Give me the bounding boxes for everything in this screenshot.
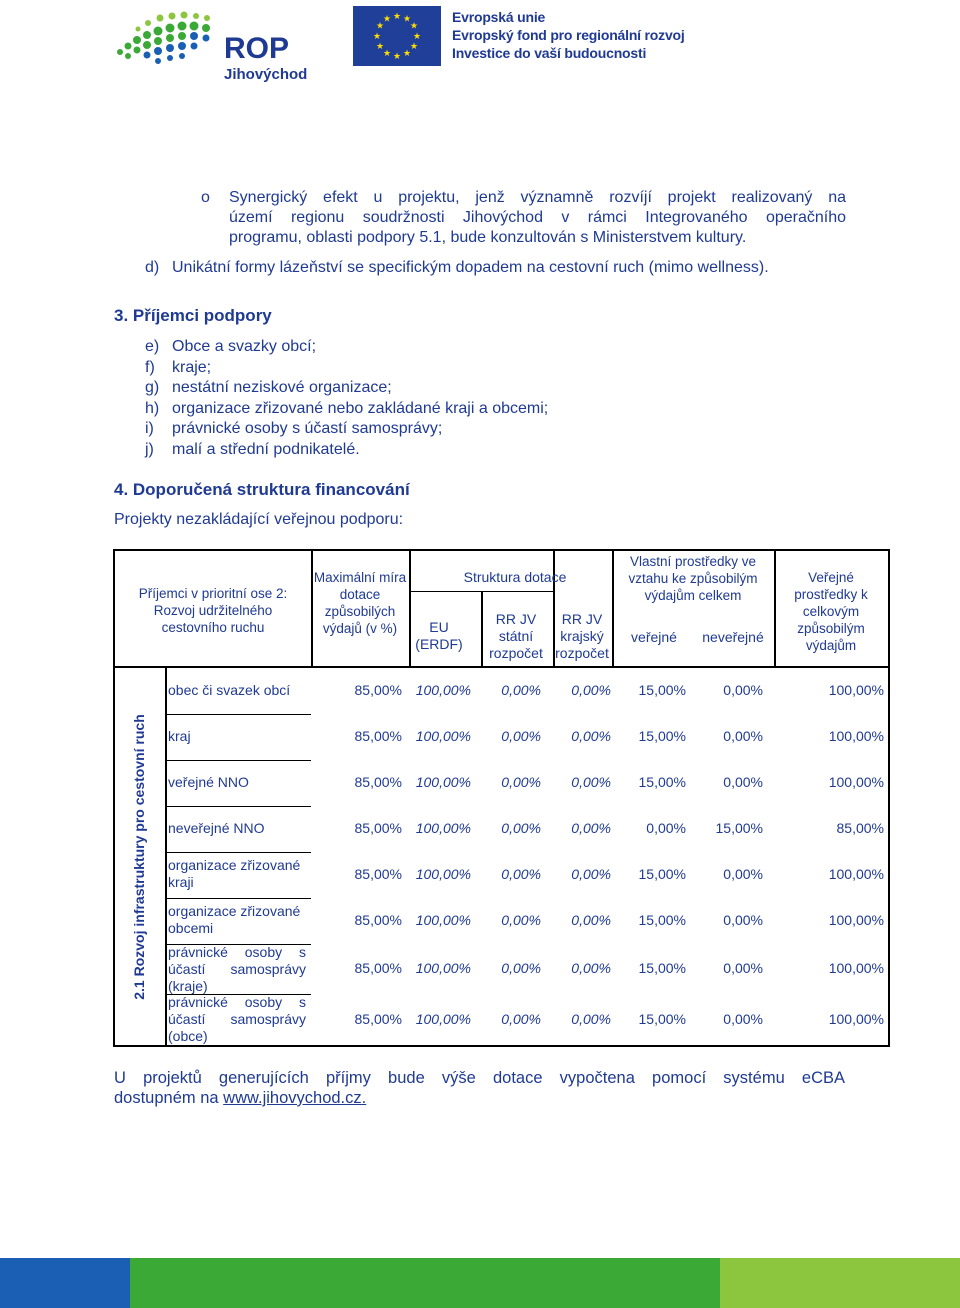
rop-title: ROP xyxy=(224,32,290,65)
th-rr-region: RR JV krajský rozpočet xyxy=(555,611,609,661)
side-label-text: 2.1 Rozvoj infrastruktury pro cestovní ruch xyxy=(131,713,147,1000)
cell-region: 0,00% xyxy=(571,728,611,744)
eu-line-2: Evropský fond pro regionální rozvoj xyxy=(452,27,685,43)
row-label: kraj xyxy=(168,728,191,744)
cell-max: 85,00% xyxy=(354,774,402,790)
eu-line-1: Evropská unie xyxy=(452,9,546,25)
cell-total: 100,00% xyxy=(828,728,884,744)
cell-eu: 100,00% xyxy=(415,774,471,790)
cell-region: 0,00% xyxy=(571,866,611,882)
cell-public: 15,00% xyxy=(638,912,686,928)
cell-eu: 100,00% xyxy=(415,1010,471,1027)
th-own: Vlastní prostředky ve vztahu ke způsobilým výdajům celkem xyxy=(628,554,758,603)
cell-max: 85,00% xyxy=(354,960,402,976)
eu-line-3: Investice do vaší budoucnosti xyxy=(452,45,647,61)
row-label: neveřejné NNO xyxy=(168,820,265,836)
cell-private: 0,00% xyxy=(723,728,763,744)
footer-line-2 xyxy=(114,1088,366,1108)
th-rr-state: RR JV státní rozpočet xyxy=(489,611,543,661)
bar-blue xyxy=(0,1258,130,1308)
cell-eu: 100,00% xyxy=(415,728,471,744)
cell-eu: 100,00% xyxy=(415,682,471,698)
svg-text:★: ★ xyxy=(402,14,412,25)
cell-total: 100,00% xyxy=(828,682,884,698)
row-label: organizace zřizované obcemi xyxy=(168,903,301,936)
cell-public: 15,00% xyxy=(638,774,686,790)
row-label: obec či svazek obcí xyxy=(168,682,291,698)
th-private: neveřejné xyxy=(702,629,764,645)
cell-public: 15,00% xyxy=(638,728,686,744)
svg-text:★: ★ xyxy=(402,49,412,59)
row-label: veřejné NNO xyxy=(168,774,249,790)
cell-max: 85,00% xyxy=(354,912,402,928)
recipient-item: organizace zřizované nebo zakládané kraji a obcemi; xyxy=(172,399,549,417)
financing-table xyxy=(113,549,890,1047)
bar-green xyxy=(130,1258,720,1308)
svg-text:★: ★ xyxy=(409,21,419,32)
rop-logo xyxy=(108,4,318,84)
cell-state: 0,00% xyxy=(501,912,541,928)
jihovychod-link[interactable]: www.jihovychod.cz. xyxy=(223,1089,367,1107)
svg-text:★: ★ xyxy=(372,32,382,42)
eu-flag-icon xyxy=(353,6,441,66)
bullet-line-2: území regionu soudržnosti Jihovýchod v rámci Integrovaného operačního xyxy=(229,209,846,226)
svg-text:★: ★ xyxy=(382,14,392,25)
recipient-marker: h) xyxy=(145,399,160,417)
cell-eu: 100,00% xyxy=(415,960,471,976)
cell-eu: 100,00% xyxy=(415,820,471,836)
section-4-subtitle: Projekty nezakládající veřejnou podporu: xyxy=(114,511,404,528)
th-recipients: Příjemci v prioritní ose 2: Rozvoj udržitelného cestovního ruchu xyxy=(138,586,288,635)
row-label: organizace zřizované kraji xyxy=(168,857,301,890)
recipient-item: právnické osoby s účastí samosprávy; xyxy=(172,420,443,437)
bullet-line-1: Synergický efekt u projektu, jenž významně rozvíjí projekt realizovaný na xyxy=(229,189,846,206)
cell-private: 0,00% xyxy=(723,866,763,882)
recipient-marker: g) xyxy=(145,379,160,396)
section-3-heading: 3. Příjemci podpory xyxy=(114,306,272,325)
cell-private: 0,00% xyxy=(723,912,763,928)
th-structure: Struktura dotace xyxy=(463,569,567,585)
cell-private: 0,00% xyxy=(723,960,763,976)
row-label: právnické osoby s účastí samosprávy (obce) xyxy=(168,994,306,1044)
cell-public: 15,00% xyxy=(638,682,686,698)
cell-max: 85,00% xyxy=(354,820,402,836)
side-label xyxy=(113,668,165,1045)
cell-state: 0,00% xyxy=(501,728,541,744)
cell-region: 0,00% xyxy=(571,960,611,976)
recipient-marker: i) xyxy=(145,420,154,437)
recipient-marker: f) xyxy=(145,358,155,376)
bullet-marker: o xyxy=(201,189,210,206)
cell-max: 85,00% xyxy=(354,682,402,698)
row-label: právnické osoby s účastí samosprávy (kraje) xyxy=(168,944,306,994)
cell-state: 0,00% xyxy=(501,774,541,790)
svg-text:★: ★ xyxy=(382,49,392,59)
cell-public: 15,00% xyxy=(638,1010,686,1027)
cell-state: 0,00% xyxy=(501,820,541,836)
cell-total: 85,00% xyxy=(836,820,884,836)
cell-total: 100,00% xyxy=(828,960,884,976)
cell-total: 100,00% xyxy=(828,912,884,928)
svg-text:★: ★ xyxy=(375,21,385,32)
bullet-line-3: programu, oblasti podpory 5.1, bude konzultován s Ministerstvem kultury. xyxy=(229,229,747,246)
svg-text:★: ★ xyxy=(412,32,422,42)
cell-eu: 100,00% xyxy=(415,912,471,928)
cell-region: 0,00% xyxy=(571,1010,611,1027)
recipient-item: nestátní neziskové organizace; xyxy=(172,379,392,396)
cell-private: 0,00% xyxy=(723,774,763,790)
footer-line-1: U projektů generujících příjmy bude výše dotace vypočtena pomocí systému eCBA xyxy=(114,1069,845,1087)
cell-max: 85,00% xyxy=(354,1010,402,1027)
th-max-rate: Maximální míra dotace způsobilých výdajů (v %) xyxy=(313,570,407,636)
th-public-total: Veřejné prostředky k celkovým způsobilým výdajům xyxy=(794,570,868,653)
cell-private: 0,00% xyxy=(723,1010,763,1027)
cell-total: 100,00% xyxy=(828,774,884,790)
cell-private: 0,00% xyxy=(723,682,763,698)
cell-public: 15,00% xyxy=(638,960,686,976)
cell-region: 0,00% xyxy=(571,820,611,836)
cell-private: 15,00% xyxy=(715,820,763,836)
cell-region: 0,00% xyxy=(571,682,611,698)
svg-text:★: ★ xyxy=(392,12,402,22)
th-eu: EU (ERDF) xyxy=(415,619,463,652)
cell-state: 0,00% xyxy=(501,682,541,698)
cell-state: 0,00% xyxy=(501,960,541,976)
recipient-marker: e) xyxy=(145,338,160,355)
recipient-item: Obce a svazky obcí; xyxy=(172,338,317,355)
svg-text:★: ★ xyxy=(392,52,402,62)
section-4-heading: 4. Doporučená struktura financování xyxy=(114,480,410,499)
rop-subtitle: Jihovýchod xyxy=(224,66,308,83)
cell-max: 85,00% xyxy=(354,866,402,882)
bar-lime xyxy=(720,1258,960,1308)
th-public: veřejné xyxy=(631,629,677,645)
cell-total: 100,00% xyxy=(828,866,884,882)
cell-state: 0,00% xyxy=(501,1010,541,1027)
cell-region: 0,00% xyxy=(571,774,611,790)
cell-total: 100,00% xyxy=(828,1010,884,1027)
cell-public: 0,00% xyxy=(646,820,686,836)
recipient-marker: j) xyxy=(145,440,154,458)
item-d-text: Unikátní formy lázeňství se specifickým dopadem na cestovní ruch (mimo wellness). xyxy=(172,259,769,276)
svg-text:★: ★ xyxy=(375,42,385,52)
cell-region: 0,00% xyxy=(571,912,611,928)
item-d-marker: d) xyxy=(145,259,160,276)
cell-eu: 100,00% xyxy=(415,866,471,882)
recipient-item: malí a střední podnikatelé. xyxy=(172,440,360,458)
svg-text:★: ★ xyxy=(409,42,419,52)
recipient-item: kraje; xyxy=(172,358,212,376)
footer-prefix: dostupném na xyxy=(114,1089,224,1107)
cell-state: 0,00% xyxy=(501,866,541,882)
cell-public: 15,00% xyxy=(638,866,686,882)
cell-max: 85,00% xyxy=(354,728,402,744)
